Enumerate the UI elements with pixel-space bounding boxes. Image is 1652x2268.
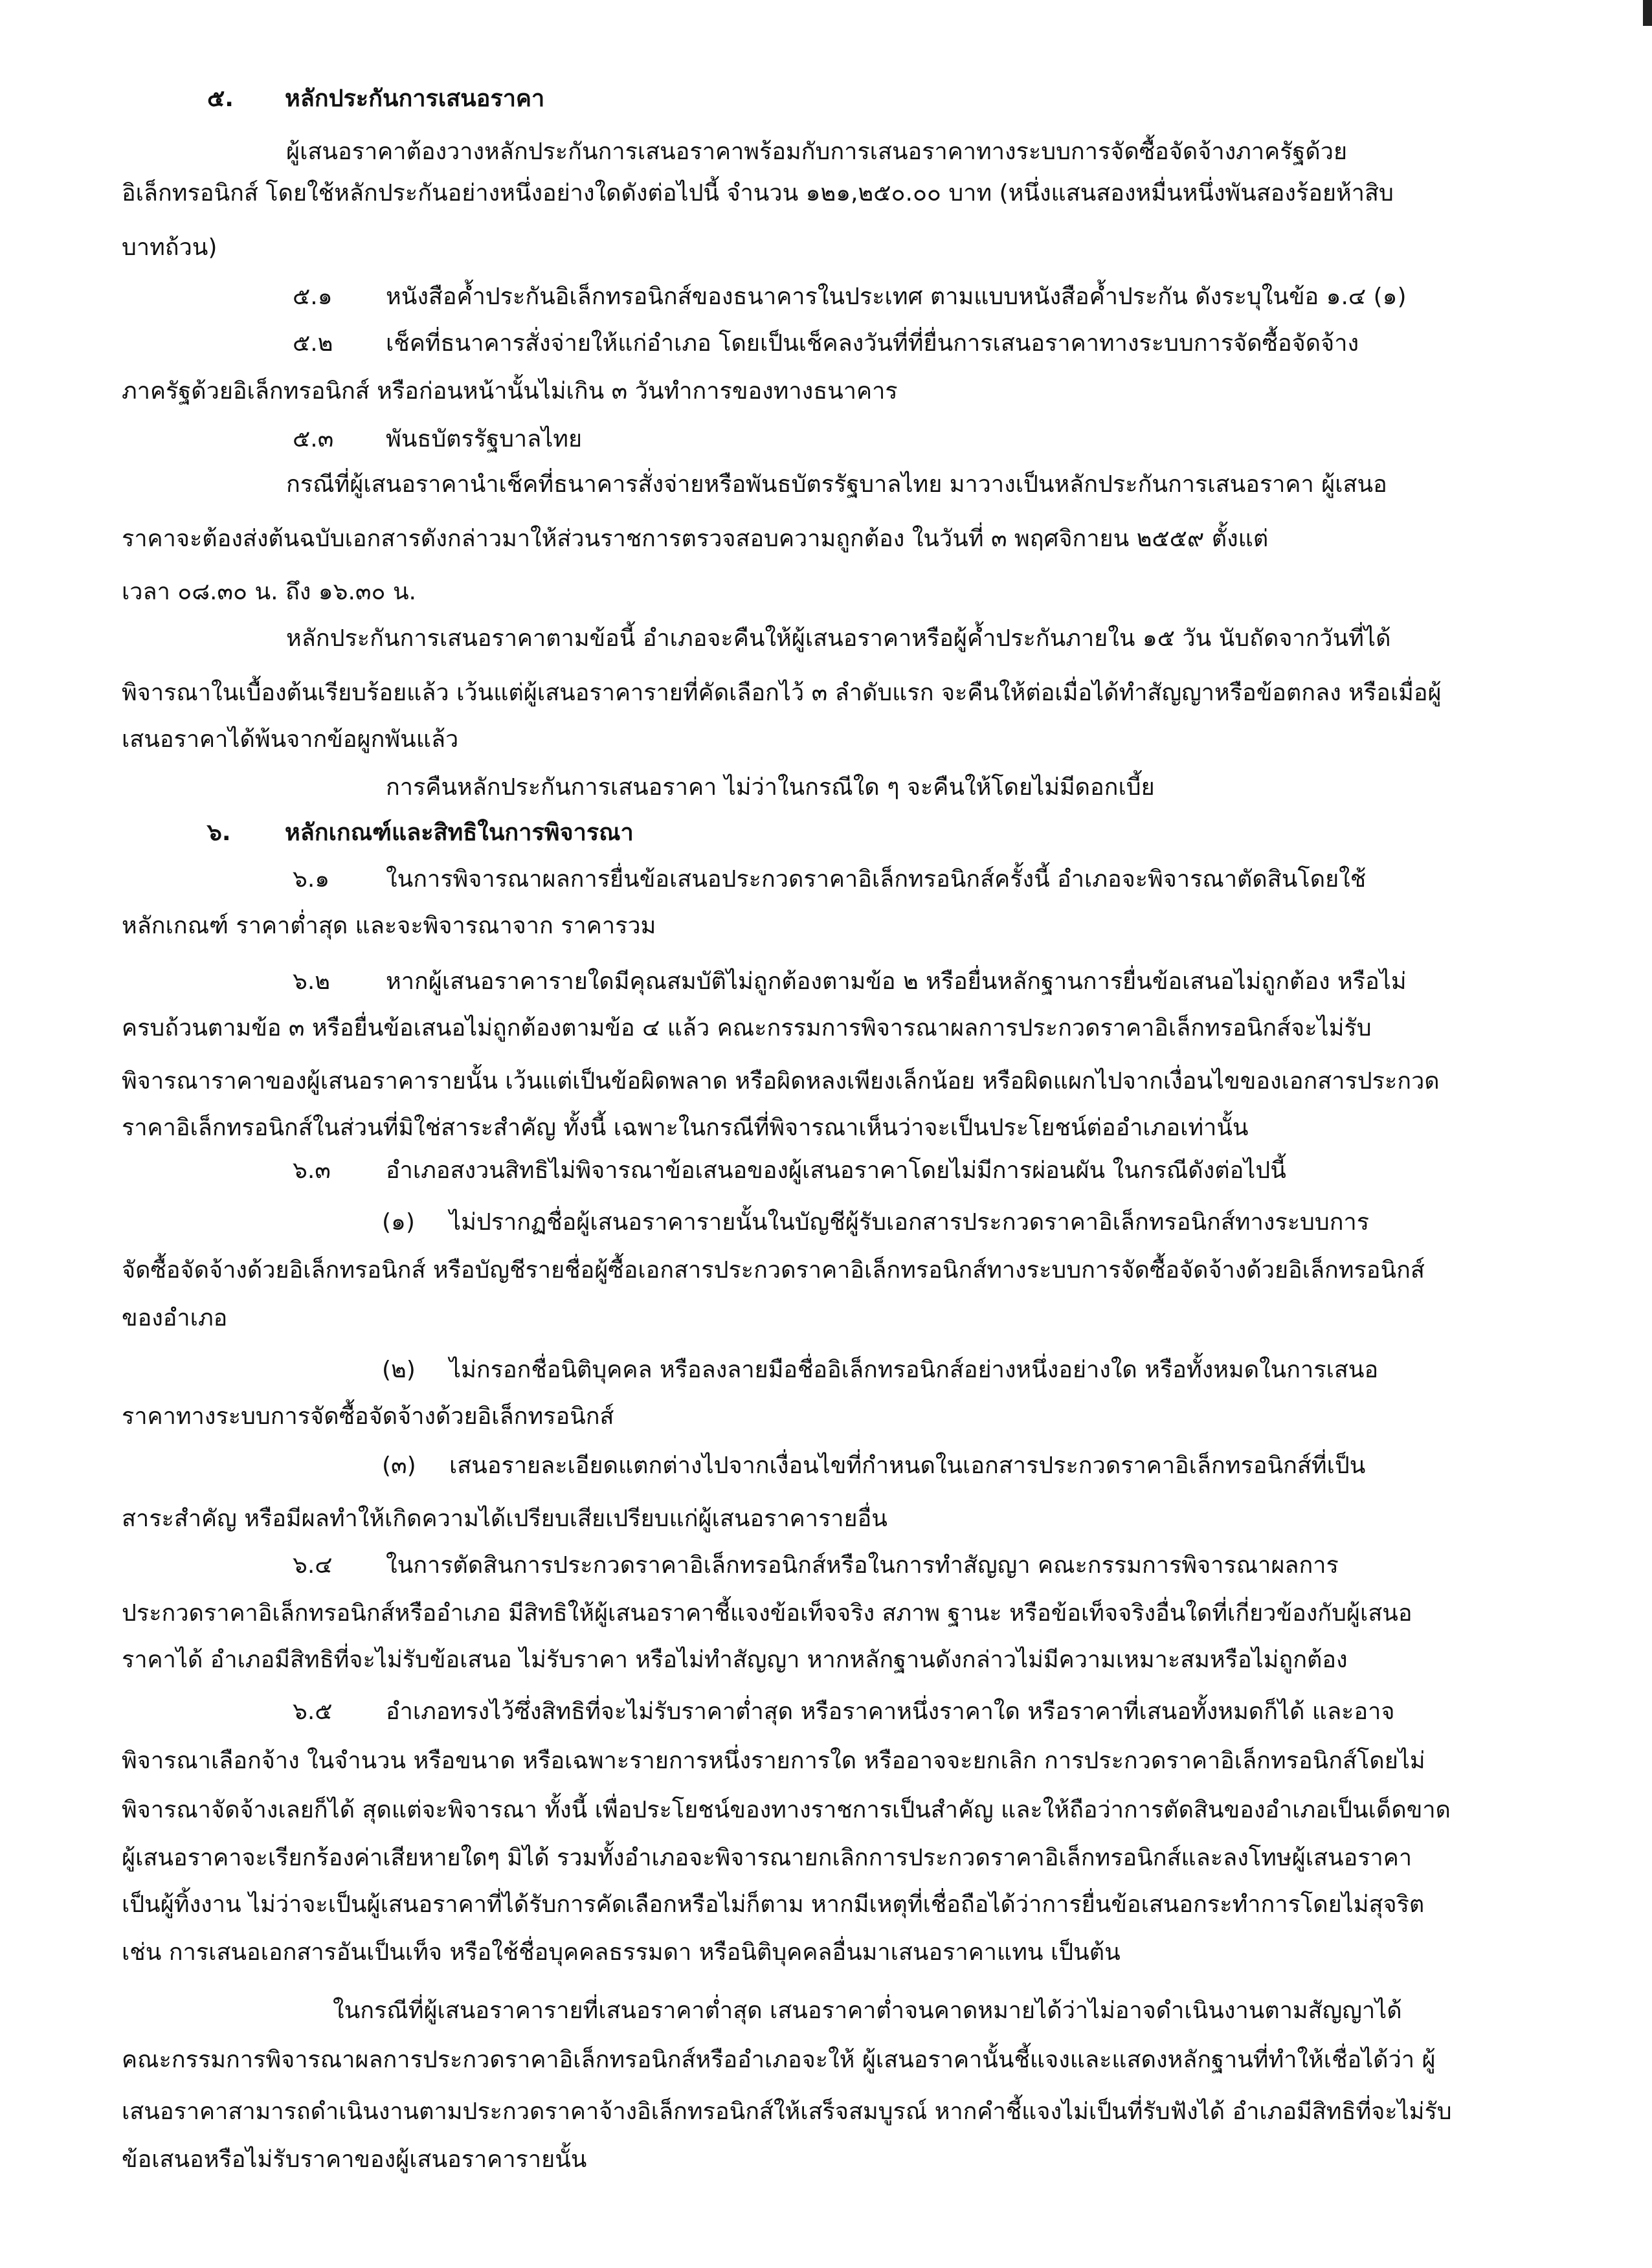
section-5-title: หลักประกันการเสนอราคา — [285, 85, 545, 112]
item-6-4-number: ๖.๔ — [293, 1552, 333, 1579]
item-6-2-number: ๖.๒ — [293, 968, 331, 995]
item-6-1-number: ๖.๑ — [293, 866, 330, 893]
item-5-3-number: ๕.๓ — [293, 426, 334, 452]
subitem-3-number: (๓) — [382, 1452, 416, 1479]
section-5-number: ๕. — [207, 85, 234, 112]
item-5-1-number: ๕.๑ — [293, 284, 333, 310]
section-6-title: หลักเกณฑ์และสิทธิในการพิจารณา — [285, 819, 634, 846]
item-5-2-number: ๕.๒ — [293, 330, 333, 357]
item-6-5-number: ๖.๕ — [293, 1698, 333, 1725]
section-6-number: ๖. — [207, 819, 231, 846]
subitem-2-number: (๒) — [382, 1357, 416, 1383]
scan-edge-mark — [1643, 0, 1652, 26]
item-6-3-number: ๖.๓ — [293, 1157, 331, 1184]
document-page: ๕. หลักประกันการเสนอราคา ผู้เสนอราคาต้องวางหลักประกันการเสนอราคาพร้อมกับการเสนอราคาทางระบบการจัดซื้อจัดจ้างภาครัฐด้วย อิเล็กทรอนิกส์ โดยใช้หลักประกันอย่างหนึ่งอย่างใดดังต่อไปนี้ จำนวน ๑๒๑,๒๕๐.๐๐ บาท (หนึ่งแสนสองหมื่นหนึ่งพันสองร้อยห้าสิบ บาทถ้วน) ๕.๑ หนังสือค้ำประกันอิเล็กทรอนิกส์ของธนาคารในประเทศ ตามแบบหนังสือค้ำประกัน ดังระบุในข้อ ๑.๔ (๑) ๕.๒ เช็คที่ธนาคารสั่งจ่ายให้แก่อำเภอ โดยเป็นเช็คลงวันที่ที่ยื่นการเสนอราคาทางระบบการจัดซื้อจัดจ้าง ภาครัฐด้วยอิเล็กทรอนิกส์ หรือก่อนหน้านั้นไม่เกิน ๓ วันทำการของทางธนาคาร ๕.๓ พันธบัตรรัฐบาลไทย กรณีที่ผู้เสนอราคานำเช็คที่ธนาคารสั่งจ่ายหรือพันธบัตรรัฐบาลไทย มาวางเป็นหลักประกันการเสนอราคา ผู้เสนอ ราคาจะต้องส่งต้นฉบับเอกสารดังกล่าวมาให้ส่วนราชการตรวจสอบความถูกต้อง ในวันที่ ๓ พฤศจิกายน ๒๕๕๙ ตั้งแต่ เวลา ๐๘.๓๐ น. ถึง ๑๖.๓๐ น. หลักประกันการเสนอราคาตามข้อนี้ อำเภอจะคืนให้ผู้เสนอราคาหรือผู้ค้ำประกันภายใน ๑๕ วัน นับถัดจากวันที่ได้ พิจารณาในเบื้องต้นเรียบร้อยแล้ว เว้นแต่ผู้เสนอราคารายที่คัดเลือกไว้ ๓ ลำดับแรก จะคืนให้ต่อเมื่อได้ทำสัญญาหรือข้อตกลง หรือเมื่อผู้ เสนอราคาได้พ้นจากข้อผูกพันแล้ว การคืนหลักประกันการเสนอราคา ไม่ว่าในกรณีใด ๆ จะคืนให้โดยไม่มีดอกเบี้ย ๖. หลักเกณฑ์และสิทธิในการพิจารณา ๖.๑ ในการพิจารณาผลการยื่นข้อเสนอประกวดราคาอิเล็กทรอนิกส์ครั้งนี้ อำเภอจะพิจารณาตัดสินโดยใช้ หลักเกณฑ์ ราคาต่ำสุด และจะพิจารณาจาก ราคารวม ๖.๒ หากผู้เสนอราคารายใดมีคุณสมบัติไม่ถูกต้องตามข้อ ๒ หรือยื่นหลักฐานการยื่นข้อเสนอไม่ถูกต้อง หรือไม่ ครบถ้วนตามข้อ ๓ หรือยื่นข้อเสนอไม่ถูกต้องตามข้อ ๔ แล้ว คณะกรรมการพิจารณาผลการประกวดราคาอิเล็กทรอนิกส์จะไม่รับ พิจารณาราคาของผู้เสนอราคารายนั้น เว้นแต่เป็นข้อผิดพลาด หรือผิดหลงเพียงเล็กน้อย หรือผิดแผกไปจากเงื่อนไขของเอกสารประกวด ราคาอิเล็กทรอนิกส์ในส่วนที่มิใช่สาระสำคัญ ทั้งนี้ เฉพาะในกรณีที่พิจารณาเห็นว่าจะเป็นประโยชน์ต่ออำเภอเท่านั้น ๖.๓ อำเภอสงวนสิทธิไม่พิจารณาข้อเสนอของผู้เสนอราคาโดยไม่มีการผ่อนผัน ในกรณีดังต่อไปนี้ (๑) ไม่ปรากฏชื่อผู้เสนอราคารายนั้นในบัญชีผู้รับเอกสารประกวดราคาอิเล็กทรอนิกส์ทางระบบการ จัดซื้อจัดจ้างด้วยอิเล็กทรอนิกส์ หรือบัญชีรายชื่อผู้ซื้อเอกสารประกวดราคาอิเล็กทรอนิกส์ทางระบบการจัดซื้อจัดจ้างด้วยอิเล็กทรอนิกส์ ของอำเภอ (๒) ไม่กรอกชื่อนิติบุคคล หรือลงลายมือชื่ออิเล็กทรอนิกส์อย่างหนึ่งอย่างใด หรือทั้งหมดในการเสนอ ราคาทางระบบการจัดซื้อจัดจ้างด้วยอิเล็กทรอนิกส์ (๓) เสนอรายละเอียดแตกต่างไปจากเงื่อนไขที่กำหนดในเอกสารประกวดราคาอิเล็กทรอนิกส์ที่เป็น สาระสำคัญ หรือมีผลทำให้เกิดความได้เปรียบเสียเปรียบแก่ผู้เสนอราคารายอื่น ๖.๔ ในการตัดสินการประกวดราคาอิเล็กทรอนิกส์หรือในการทำสัญญา คณะกรรมการพิจารณาผลการ ประกวดราคาอิเล็กทรอนิกส์หรืออำเภอ มีสิทธิให้ผู้เสนอราคาชี้แจงข้อเท็จจริง สภาพ ฐานะ หรือข้อเท็จจริงอื่นใดที่เกี่ยวข้องกับผู้เสนอ ราคาได้ อำเภอมีสิทธิที่จะไม่รับข้อเสนอ ไม่รับราคา หรือไม่ทำสัญญา หากหลักฐานดังกล่าวไม่มีความเหมาะสมหรือไม่ถูกต้อง ๖.๕ อำเภอทรงไว้ซึ่งสิทธิที่จะไม่รับราคาต่ำสุด หรือราคาหนึ่งราคาใด หรือราคาที่เสนอทั้งหมดก็ได้ และอาจ พิจารณาเลือกจ้าง ในจำนวน หรือขนาด หรือเฉพาะรายการหนึ่งรายการใด หรืออาจจะยกเลิก การประกวดราคาอิเล็กทรอนิกส์โดยไม่ พิจารณาจัดจ้างเลยก็ได้ สุดแต่จะพิจารณา ทั้งนี้ เพื่อประโยชน์ของทางราชการเป็นสำคัญ และให้ถือว่าการตัดสินของอำเภอเป็นเด็ดขาด ผู้เสนอราคาจะเรียกร้องค่าเสียหายใดๆ มิได้ รวมทั้งอำเภอจะพิจารณายกเลิกการประกวดราคาอิเล็กทรอนิกส์และลงโทษผู้เสนอราคา เป็นผู้ทิ้งงาน ไม่ว่าจะเป็นผู้เสนอราคาที่ได้รับการคัดเลือกหรือไม่ก็ตาม หากมีเหตุที่เชื่อถือได้ว่าการยื่นข้อเสนอกระทำการโดยไม่สุจริต เช่น การเสนอเอกสารอันเป็นเท็จ หรือใช้ชื่อบุคคลธรรมดา หรือนิติบุคคลอื่นมาเสนอราคาแทน เป็นต้น ในกรณีที่ผู้เสนอราคารายที่เสนอราคาต่ำสุด เสนอราคาต่ำจนคาดหมายได้ว่าไม่อาจดำเนินงานตามสัญญาได้ คณะกรรมการพิจารณาผลการประกวดราคาอิเล็กทรอนิกส์หรืออำเภอจะให้ ผู้เสนอราคานั้นชี้แจงและแสดงหลักฐานที่ทำให้เชื่อได้ว่า ผู้ เสนอราคาสามารถดำเนินงานตามประกวดราคาจ้างอิเล็กทรอนิกส์ให้เสร็จสมบูรณ์ หากคำชี้แจงไม่เป็นที่รับฟังได้ อำเภอมีสิทธิที่จะไม่รับ ข้อเสนอหรือไม่รับราคาของผู้เสนอราคารายนั้น — [0, 0, 1652, 2268]
subitem-1-number: (๑) — [382, 1209, 415, 1236]
